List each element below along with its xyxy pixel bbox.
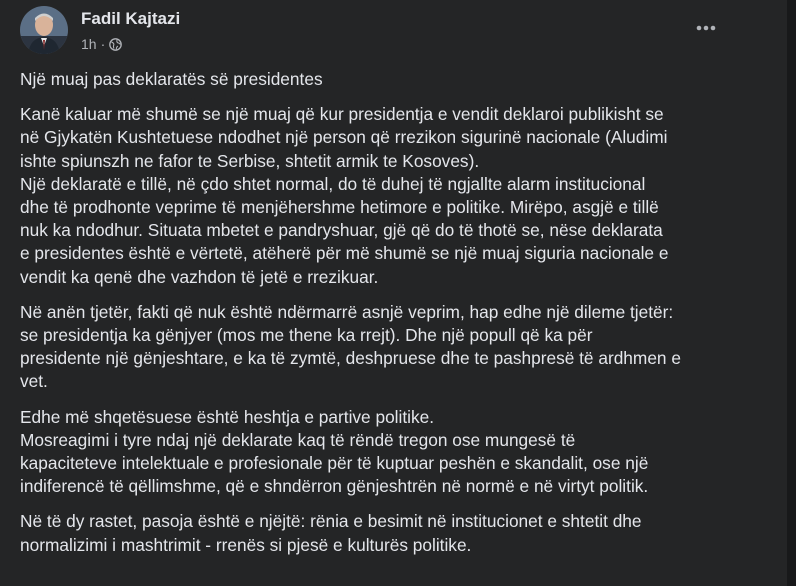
text-line: Kanë kaluar më shumë se një muaj që kur presidentja e vendit deklaroi publikisht se — [20, 104, 664, 125]
text-line: Edhe më shqetësuese është heshtja e partive politike. — [20, 406, 435, 427]
more-options-button[interactable] — [692, 18, 720, 38]
page-scrollbar[interactable] — [787, 0, 796, 586]
paragraph-title — [20, 68, 772, 91]
meta-separator: · — [100, 36, 106, 52]
post-text — [20, 68, 772, 569]
paragraph-3 — [20, 406, 772, 499]
text-line: vet. — [20, 371, 48, 392]
text-line: ishte spiunszh ne fafor te Serbise, shtetit armik te Kosoves). — [20, 150, 480, 171]
text-line: Mosreagimi i tyre ndaj një deklarate kaq të rëndë tregon ose mungesë të — [20, 429, 576, 450]
text-line: normalizimi i mashtrimit - rrenës si pjesë e kulturës politike. — [20, 534, 472, 555]
text-line: Në anën tjetër, fakti që nuk është ndërmarrë asnjë veprim, hap edhe një dileme tjetër: — [20, 301, 674, 322]
text-line: në Gjykatën Kushtetuese ndodhet një person që rrezikon sigurinë nacionale (Aludimi — [20, 127, 668, 148]
post-header — [20, 6, 760, 56]
text-line: kapaciteteve intelektuale e profesionale për të kuptuar peshën e skandalit, ose një — [20, 453, 649, 474]
text-line: Një muaj pas deklaratës së presidentes — [20, 69, 323, 89]
text-line: vendit ka qenë dhe vazhdon të jetë e rrezikuar. — [20, 266, 379, 287]
text-line: se presidentja ka gënjyer (mos me thene ka rrejt). Dhe një popull që ka për — [20, 325, 593, 346]
text-line: e presidentes është e vërtetë, atëherë për më shumë se një muaj siguria nacionale e — [20, 243, 669, 264]
paragraph-1 — [20, 103, 772, 289]
text-line: dhe të prodhonte veprime të menjëhershme hetimore e politike. Mirëpo, asgjë e tillë — [20, 197, 659, 218]
text-line: presidente një gënjeshtare, e ka të zymtë, deshpruese dhe te pashpresë të ardhmen e — [20, 348, 681, 369]
more-options-icon — [692, 18, 720, 38]
text-line: indiferencë të qëllimshme, që e shndërron gënjeshtrën në normë e në virtyt politik. — [20, 476, 649, 497]
paragraph-2 — [20, 301, 772, 394]
avatar[interactable] — [20, 6, 68, 54]
author-name[interactable]: Fadil Kajtazi — [81, 9, 181, 28]
text-line: nuk ka ndodhur. Situata mbetet e pandryshuar, gjë që do të thotë se, nëse deklarata — [20, 220, 663, 241]
text-line: Në të dy rastet, pasoja është e njëjtë: rënia e besimit në institucionet e shtetit dhe — [20, 511, 642, 532]
paragraph-4 — [20, 510, 772, 556]
globe-icon — [109, 38, 122, 51]
profile-photo-icon — [20, 6, 68, 54]
post-time[interactable]: 1h — [81, 36, 97, 52]
post-meta — [81, 36, 122, 52]
text-line: Një deklaratë e tillë, në çdo shtet normal, do të duhej të ngjallte alarm institucional — [20, 173, 646, 194]
